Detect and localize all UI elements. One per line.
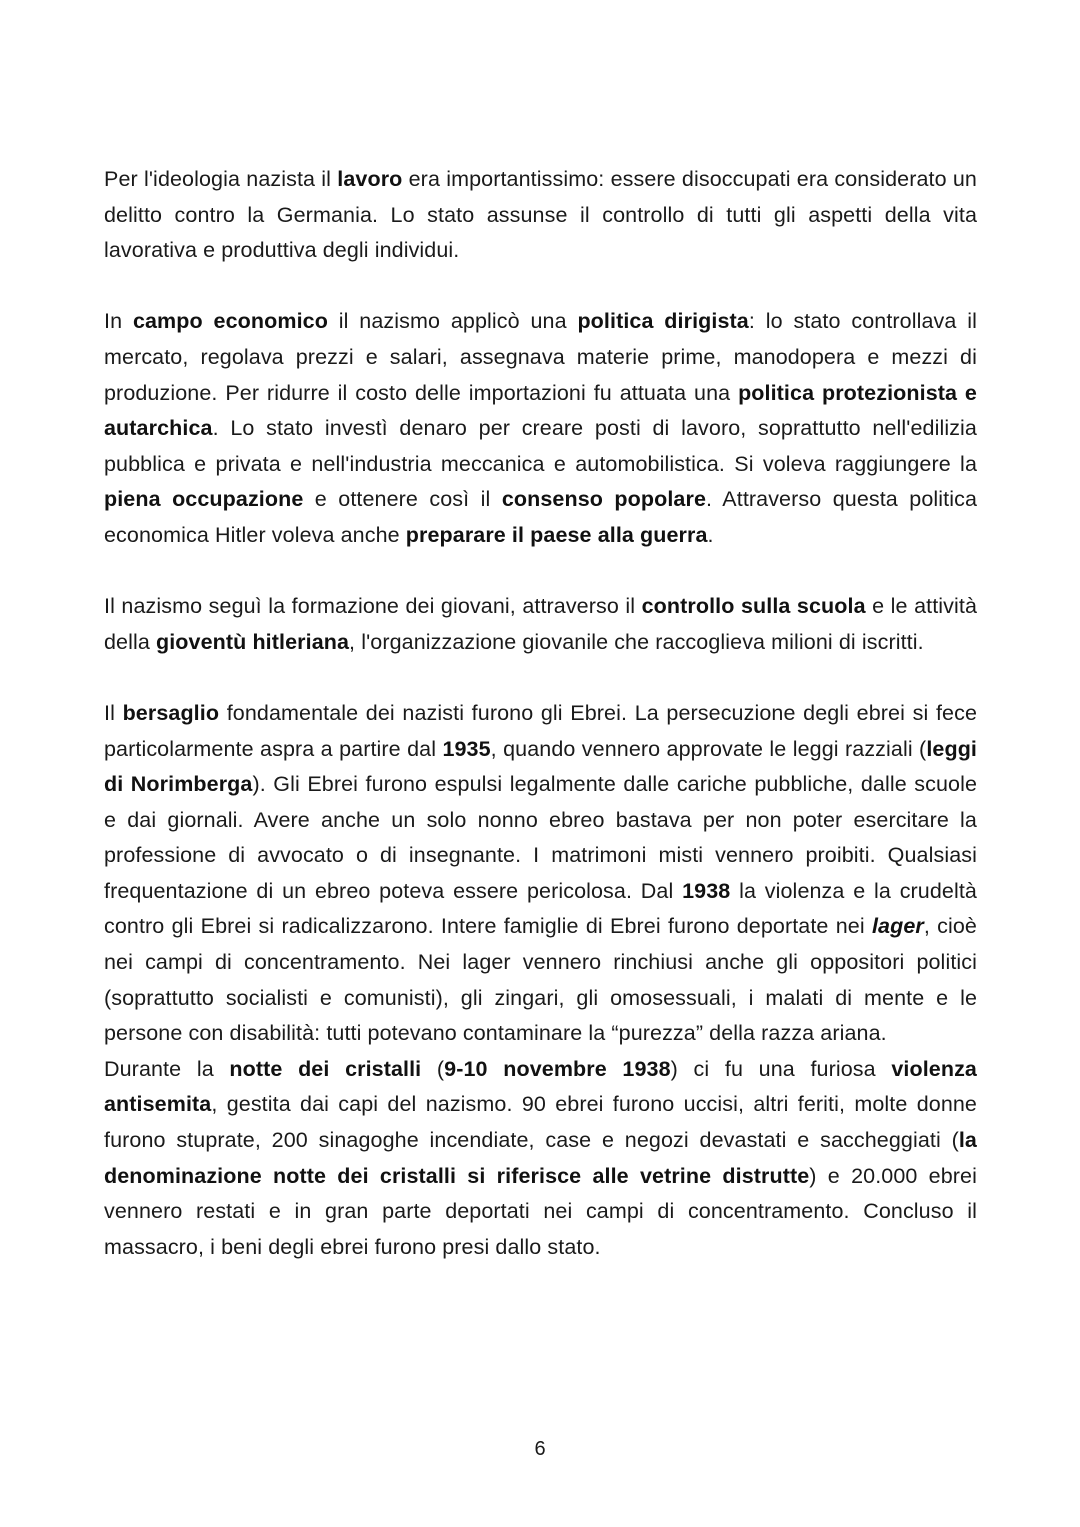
text-run: la violenza e la crudeltà contro gli Ebrei si radicalizzarono. Intere famiglie di Ebrei furono deportate nei — [104, 878, 977, 939]
bold-text: leggi di Norimberga — [104, 736, 977, 797]
text-run: Per l'ideologia nazista il — [104, 167, 338, 191]
bold-text: notte dei cristalli — [229, 1056, 422, 1081]
bold-text: 1935 — [442, 736, 491, 761]
paragraph-gap — [104, 269, 977, 305]
text-run: Durante la — [104, 1056, 230, 1081]
document-page — [104, 162, 977, 1265]
bold-text: consenso popolare — [501, 487, 706, 512]
text-run: ) ci fu una furiosa — [670, 1056, 892, 1081]
text-run: , gestita dai capi del nazismo. 90 ebrei furono uccisi, altri feriti, molte donne furono stuprate, 200 sinagoghe incendiate, case e negozi devastati e saccheggiati ( — [104, 1092, 977, 1153]
paragraph-gap — [104, 660, 977, 696]
bold-text: lavoro — [337, 167, 403, 191]
text-run: Il — [104, 700, 123, 725]
paragraph-economia — [104, 304, 977, 553]
bold-text: violenza antisemita — [104, 1056, 977, 1117]
bold-text: politica protezionista e autarchica — [104, 380, 977, 441]
text-run: e le attività della — [104, 594, 978, 654]
text-run: e ottenere così il — [303, 487, 502, 512]
paragraph-ebrei — [104, 696, 977, 1052]
text-run: . Attraverso questa politica economica Hitler voleva anche — [104, 487, 977, 547]
text-run: ) e 20.000 ebrei vennero restati e in gran parte deportati nei campi di concentramento. Concluso il massacro, i beni degli ebrei furono presi dallo stato. — [104, 1163, 977, 1259]
bold-text: piena occupazione — [104, 487, 304, 512]
text-run: . Lo stato investì denaro per creare posti di lavoro, soprattutto nell'edilizia pubblica e privata e nell'industria meccanica e automobilistica. Si voleva raggiungere la — [104, 416, 977, 476]
bold-text: campo economico — [132, 309, 328, 334]
text-run: Il nazismo seguì la formazione dei giovani, attraverso il — [104, 594, 642, 619]
bold-text: la denominazione notte dei cristalli si riferisce alle vetrine distrutte — [104, 1128, 977, 1188]
text-run: , l'organizzazione giovanile che raccoglieva milioni di iscritti. — [349, 629, 924, 654]
emphasis-text: lager — [871, 914, 924, 939]
text-run: . — [707, 522, 714, 547]
paragraph-gap — [104, 554, 977, 590]
page-number: 6 — [534, 1438, 546, 1460]
paragraph-cristalli — [104, 1052, 977, 1266]
text-run: ( — [421, 1056, 445, 1081]
bold-text: controllo sulla scuola — [641, 594, 866, 619]
text-run: ). Gli Ebrei furono espulsi legalmente dalle cariche pubbliche, dalle scuole e dai giornali. Avere anche un solo nonno ebreo bastava per non poter esercitare la professione di avvocato o di insegnante. I matrimoni misti vennero proibiti. Qualsiasi frequentazione di un ebreo poteva essere pericolosa. Dal — [104, 772, 978, 903]
bold-text: bersaglio — [122, 700, 220, 725]
paragraph-lavoro — [104, 162, 977, 269]
bold-text: 9-10 novembre 1938 — [444, 1056, 671, 1081]
text-run: fondamentale dei nazisti furono gli Ebrei. La persecuzione degli ebrei si fece particolarmente aspra a partire dal — [104, 700, 977, 761]
bold-text: 1938 — [682, 878, 731, 903]
text-run: il nazismo applicò una — [327, 309, 578, 334]
bold-text: preparare il paese alla guerra — [405, 522, 708, 547]
text-run: In — [104, 309, 133, 334]
text-run: : lo stato controllava il mercato, regolava prezzi e salari, assegnava materie prime, manodopera e mezzi di produzione. Per ridurre il costo delle importazioni fu attuata una — [104, 309, 977, 405]
bold-text — [872, 914, 924, 938]
text-run: , quando vennero approvate le leggi razziali ( — [490, 736, 927, 761]
bold-text: politica dirigista — [577, 309, 749, 334]
bold-text: gioventù hitleriana — [156, 629, 350, 654]
paragraph-giovani — [104, 589, 977, 660]
text-run: , cioè nei campi di concentramento. Nei lager vennero rinchiusi anche gli oppositori politici (soprattutto socialisti e comunisti), gli zingari, gli omosessuali, i malati di mente e le persone con disabilità: tutti potevano contaminare la “purezza” della razza ariana. — [104, 914, 977, 1046]
text-run: era importantissimo: essere disoccupati era considerato un delitto contro la Germania. Lo stato assunse il controllo di tutti gli aspetti della vita lavorativa e produttiva degli individui. — [104, 167, 977, 263]
